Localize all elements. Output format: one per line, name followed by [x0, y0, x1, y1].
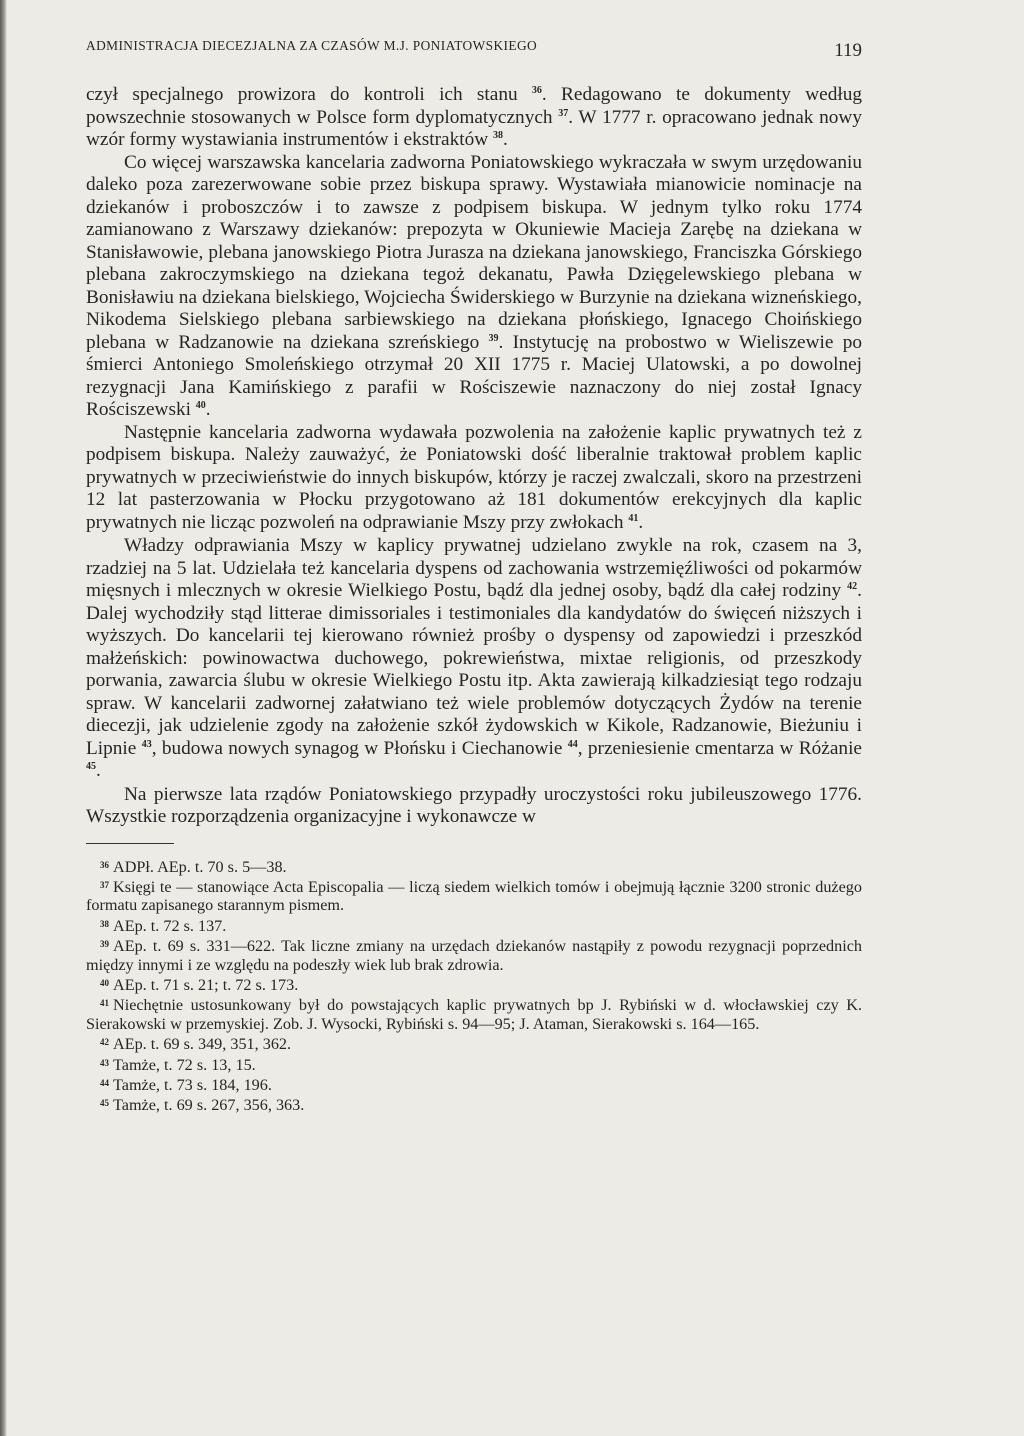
footnote-45: $^{45}$ Tamże, t. 69 s. 267, 356, 363. [100, 1096, 305, 1115]
footnote-38: $^{38}$ AEp. t. 72 s. 137. [100, 916, 227, 935]
page-number: 119 [834, 40, 862, 61]
footnote-ref: 43 [141, 738, 152, 750]
footnote-ref: 38 [492, 130, 503, 141]
footnote-43: $^{43}$ Tamże, t. 72 s. 13, 15. [100, 1055, 256, 1074]
paragraph-5: Na pierwsze lata rządów Poniatowskiego przypadły uroczystości roku jubileuszowego 1776. Wszystkie rozporządzenia organizacyjne i wykonawcze w [86, 783, 862, 827]
footnote-41: $^{41}$ Niechętnie ustosunkowany był do powstających kaplic prywatnych bp J. Rybiński w d. włocławskiej czy K. Sierakowski w przemyskiej. Zob. J. Wysocki, Rybiński s. 94—95; J. Ataman, Sierakowski s. 164—165. [86, 996, 862, 1033]
footnote-37: $^{37}$ Księgi te — stanowiące Acta Episcopalia — liczą siedem wielkich tomów i obejmują łącznie 3200 stronic dużego formatu zapisanego starannym pismem. [86, 877, 862, 915]
body-text [86, 84, 862, 829]
footnote-ref: 45 [86, 761, 96, 772]
running-head [86, 32, 862, 62]
footnote-44: $^{44}$ Tamże, t. 73 s. 184, 196. [100, 1075, 272, 1094]
page-edge-shadow [0, 0, 7, 1436]
footnote-ref: 40 [195, 400, 206, 411]
paragraph-3: Następnie kancelaria zadworna wydawała pozwolenia na założenie kaplic prywatnych też z podpisem biskupa. Należy zauważyć, że Poniatowski dość liberalnie traktował problem kaplic prywatnych w przeciwieństwie do innych biskupów, którzy je raczej zwalczali, skoro na przestrzeni 12 lat pasterzowania w Płocku przygotowano aż 181 dokumentów erekcyjnych dla kaplic prywatnych nie licząc pozwoleń na odprawianie Mszy przy zwłokach $^{41}$. [86, 421, 862, 533]
footnote-ref: 41 [628, 512, 639, 524]
document-page [86, 32, 862, 1115]
footnote-39: $^{39}$ AEp. t. 69 s. 331—622. Tak liczne zmiany na urzędach dziekanów nastąpiły z powodu rezygnacji poprzednich między innymi i ze względu na podeszły wiek lub brak zdrowia. [86, 937, 862, 974]
footnote-ref: 44 [567, 738, 578, 750]
paragraph-4: Władzy odprawiania Mszy w kaplicy prywatnej udzielano zwykle na rok, czasem na 3, rzadziej na 5 lat. Udzielała też kancelaria dyspens od zachowania wstrzemięźliwości od pokarmów mięsnych i mlecznych w okresie Wielkiego Postu, bądź dla jednej osoby, bądź dla całej rodziny $^{42}$. Dalej wychodziły stąd litterae dimissoriales i testimoniales dla kandydatów do święceń niższych i wyższych. Do kancelarii tej kierowano również prośby o dyspensy od zapowiedzi i przeszkód małżeńskich: powinowactwa duchowego, pokrewieństwa, mixtae religionis, od przeszkody porwania, zawarcia ślubu w okresie Wielkiego Postu itp. Akta zawierają kilkadziesiąt tego rodzaju spraw. W kancelarii zadwornej załatwiano też wiele problemów dotyczących Żydów na terenie diecezji, jak udzielenie zgody na założenie szkół żydowskich w Kikole, Radzanowie, Bieżuniu i Lipnie $^{43}$, budowa nowych synagog w Płońsku i Ciechanowie $^{44}$, przeniesienie cmentarza w Różanie $^{45}$. [86, 535, 862, 781]
footnote-36: $^{36}$ ADPł. AEp. t. 70 s. 5—38. [100, 857, 287, 876]
footnote-ref: 42 [847, 581, 858, 592]
footnote-42: $^{42}$ AEp. t. 69 s. 349, 351, 362. [100, 1035, 292, 1054]
running-title: ADMINISTRACJA DIECEZJALNA ZA CZASÓW M.J. PONIATOWSKIEGO [86, 38, 538, 53]
footnote-40: $^{40}$ AEp. t. 71 s. 21; t. 72 s. 173. [100, 975, 299, 994]
paragraph-2: Co więcej warszawska kancelaria zadworna Poniatowskiego wykraczała w swym urzędowaniu daleko poza zarezerwowane sobie przez biskupa sprawy. Wystawiała mianowicie nominacje na dziekanów i proboszczów i to zawsze z podpisem biskupa. W jednym tylko roku 1774 zamianowano z Warszawy dziekanów: prepozyta w Okuniewie Macieja Zarębę na dziekana w Stanisławowie, plebana janowskiego Piotra Jurasza na dziekana janowskiego, Franciszka Górskiego plebana zakroczymskiego na dziekana tegoż dekanatu, Pawła Dzięgelewskiego plebana w Bonisławiu na dziekana bielskiego, Wojciecha Świderskiego w Burzynie na dziekana wizneńskiego, Nikodema Sielskiego plebana sarbiewskiego na dziekana płońskiego, Ignacego Choińskiego plebana w Radzanowie na dziekana szreńskiego $^{39}$. Instytucję na probostwo w Wieliszewie po śmierci Antoniego Smoleńskiego otrzymał 20 XII 1775 r. Maciej Ulatowski, a po dowolnej rezygnacji Jana Kamińskiego z parafii w Rościszewie naznaczony do niej został Ignacy Rościszewski $^{40}$. [86, 151, 862, 420]
footnote-ref: 39 [488, 332, 499, 344]
footnotes [86, 856, 862, 1115]
paragraph-1: czył specjalnego prowizora do kontroli ich stanu $^{36}$. Redagowano te dokumenty według powszechnie stosowanych w Polsce form dyplomatycznych $^{37}$. W 1777 r. opracowano jednak nowy wzór formy wystawiania instrumentów i ekstraktów $^{38}$. [86, 84, 862, 150]
footnote-ref: 36 [531, 85, 542, 96]
footnote-ref: 37 [558, 107, 569, 119]
footnote-divider [86, 843, 174, 844]
